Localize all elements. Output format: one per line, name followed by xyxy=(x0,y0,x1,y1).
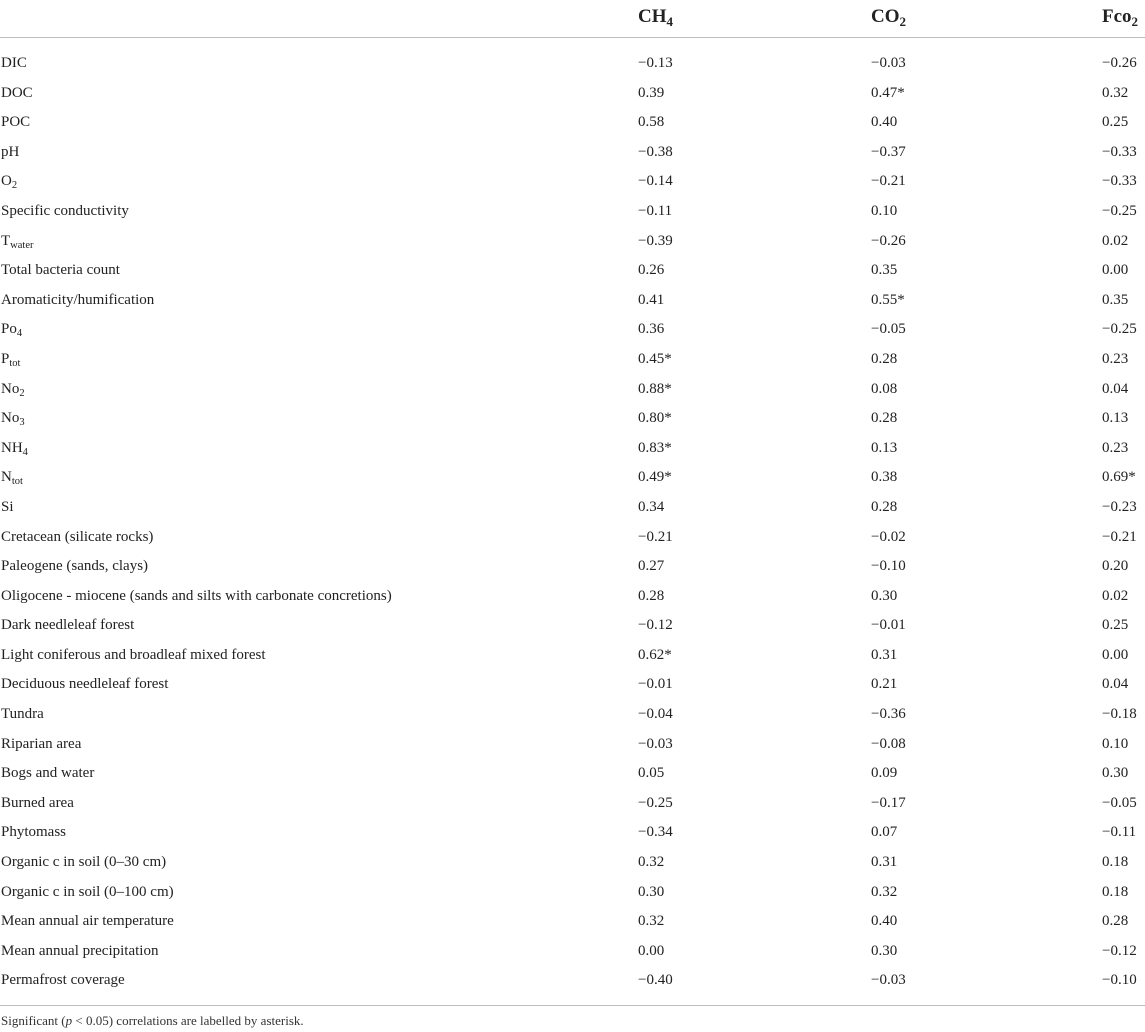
cell-co2: −0.21 xyxy=(871,173,906,190)
row-label: $P_{tot}$ xyxy=(1,350,21,369)
cell-ch4: 0.34 xyxy=(638,498,665,515)
cell-co2: 0.28 xyxy=(871,410,898,427)
cell-co2: 0.31 xyxy=(871,854,898,871)
cell-co2: 0.13 xyxy=(871,439,898,456)
cell-ch4: 0.39 xyxy=(638,84,665,101)
table-row xyxy=(0,937,1145,967)
table-row xyxy=(0,552,1145,582)
row-label: Aromaticity/humification xyxy=(1,291,155,308)
cell-ch4: 0.83* xyxy=(638,439,672,456)
cell-co2: 0.32 xyxy=(871,883,898,900)
cell-ch4: 0.88* xyxy=(638,380,672,397)
cell-co2: 0.30 xyxy=(871,942,898,959)
row-label: POC xyxy=(1,114,31,131)
cell-ch4: −0.12 xyxy=(638,617,673,634)
row-label: $O_2$ xyxy=(1,173,18,192)
row-label: $No_2$ xyxy=(1,380,25,399)
row-label: Permafrost coverage xyxy=(1,972,125,989)
row-label: Light coniferous and broadleaf mixed forest xyxy=(1,646,266,663)
row-label: $T_{water}$ xyxy=(1,232,34,251)
row-label: Mean annual air temperature xyxy=(1,913,174,930)
cell-ch4: 0.28 xyxy=(638,587,665,604)
row-label: Dark needleleaf forest xyxy=(1,617,135,634)
row-label: Deciduous needleleaf forest xyxy=(1,676,169,693)
cell-fco2: −0.33 xyxy=(1102,173,1137,190)
cell-ch4: 0.32 xyxy=(638,854,665,871)
cell-ch4: 0.26 xyxy=(638,262,665,279)
cell-ch4: 0.36 xyxy=(638,321,665,338)
table-row xyxy=(0,404,1145,434)
cell-co2: −0.01 xyxy=(871,617,906,634)
table-header xyxy=(0,0,1145,38)
cell-fco2: 0.00 xyxy=(1102,262,1129,279)
table-row xyxy=(0,789,1145,819)
cell-fco2: 0.25 xyxy=(1102,617,1129,634)
table-row xyxy=(0,434,1145,464)
cell-co2: −0.36 xyxy=(871,706,906,723)
cell-co2: 0.08 xyxy=(871,380,898,397)
table-row xyxy=(0,611,1145,641)
row-label: DIC xyxy=(1,55,27,71)
table-row xyxy=(0,700,1145,730)
cell-ch4: −0.21 xyxy=(638,528,673,545)
cell-ch4: 0.80* xyxy=(638,410,672,427)
row-label: $N_{tot}$ xyxy=(1,469,23,488)
row-label: Phytomass xyxy=(1,824,67,841)
row-label: Si xyxy=(1,498,14,515)
cell-ch4: 0.45* xyxy=(638,350,672,367)
cell-co2: 0.07 xyxy=(871,824,898,841)
table-row xyxy=(0,49,1145,79)
cell-fco2: 0.18 xyxy=(1102,883,1129,900)
cell-fco2: 0.00 xyxy=(1102,646,1129,663)
row-label: Total bacteria count xyxy=(1,262,120,279)
cell-fco2: 0.25 xyxy=(1102,114,1129,131)
table-row xyxy=(0,670,1145,700)
cell-ch4: 0.00 xyxy=(638,942,665,959)
table-row xyxy=(0,730,1145,760)
cell-fco2: −0.26 xyxy=(1102,55,1137,71)
cell-fco2: 0.02 xyxy=(1102,232,1129,249)
row-label: pH xyxy=(1,143,20,160)
table-row xyxy=(0,818,1145,848)
cell-fco2: −0.12 xyxy=(1102,942,1137,959)
row-label: Oligocene - miocene (sands and silts with carbonate concretions) xyxy=(1,587,392,604)
table-row xyxy=(0,315,1145,345)
cell-fco2: 0.30 xyxy=(1102,765,1129,782)
cell-ch4: −0.14 xyxy=(638,173,673,190)
cell-ch4: −0.13 xyxy=(638,55,673,71)
table-row xyxy=(0,138,1145,168)
cell-fco2: 0.32 xyxy=(1102,84,1129,101)
cell-fco2: 0.04 xyxy=(1102,380,1129,397)
row-label: Paleogene (sands, clays) xyxy=(1,558,149,575)
cell-fco2: −0.11 xyxy=(1102,824,1137,841)
table-row xyxy=(0,375,1145,405)
cell-ch4: 0.49* xyxy=(638,469,672,486)
row-label: $No_3$ xyxy=(1,410,25,429)
column-header-ch4: $CH_4$ xyxy=(638,6,673,29)
row-label: Mean annual precipitation xyxy=(1,942,159,959)
column-header-fco2: Fco$_2$ xyxy=(1102,6,1139,29)
row-label: Organic c in soil (0–30 cm) xyxy=(1,854,167,871)
cell-ch4: 0.05 xyxy=(638,765,665,782)
cell-fco2: 0.28 xyxy=(1102,913,1129,930)
cell-fco2: 0.18 xyxy=(1102,854,1129,871)
cell-ch4: −0.11 xyxy=(638,202,673,219)
cell-fco2: −0.25 xyxy=(1102,321,1137,338)
table-row xyxy=(0,848,1145,878)
cell-fco2: 0.23 xyxy=(1102,439,1129,456)
table-row xyxy=(0,966,1145,996)
table-row xyxy=(0,256,1145,286)
table-row xyxy=(0,463,1145,493)
cell-fco2: 0.10 xyxy=(1102,735,1129,752)
cell-co2: 0.31 xyxy=(871,646,898,663)
cell-fco2: 0.23 xyxy=(1102,350,1129,367)
cell-fco2: −0.21 xyxy=(1102,528,1137,545)
table-row xyxy=(0,79,1145,109)
row-label: $Po_4$ xyxy=(1,321,23,340)
cell-ch4: −0.04 xyxy=(638,706,673,723)
table-row xyxy=(0,493,1145,523)
cell-co2: 0.09 xyxy=(871,765,898,782)
cell-fco2: −0.25 xyxy=(1102,202,1137,219)
cell-fco2: 0.35 xyxy=(1102,291,1129,308)
cell-ch4: 0.27 xyxy=(638,558,665,575)
cell-fco2: −0.23 xyxy=(1102,498,1137,515)
cell-co2: −0.03 xyxy=(871,55,906,71)
table-body xyxy=(0,38,1145,996)
cell-ch4: −0.34 xyxy=(638,824,673,841)
cell-ch4: −0.25 xyxy=(638,794,673,811)
cell-fco2: −0.33 xyxy=(1102,143,1137,160)
cell-ch4: −0.39 xyxy=(638,232,673,249)
cell-co2: −0.17 xyxy=(871,794,906,811)
cell-ch4: 0.41 xyxy=(638,291,665,308)
cell-co2: −0.26 xyxy=(871,232,906,249)
cell-fco2: 0.13 xyxy=(1102,410,1129,427)
cell-ch4: −0.38 xyxy=(638,143,673,160)
row-label: Cretacean (silicate rocks) xyxy=(1,528,154,545)
table-footnote: Significant (p < 0.05) correlations are labelled by asterisk. xyxy=(1,1013,304,1028)
cell-fco2: 0.02 xyxy=(1102,587,1129,604)
cell-co2: 0.55* xyxy=(871,291,905,308)
table-row xyxy=(0,286,1145,316)
cell-fco2: 0.69* xyxy=(1102,469,1136,486)
cell-fco2: −0.18 xyxy=(1102,706,1137,723)
row-label: Specific conductivity xyxy=(1,202,129,219)
row-label: Burned area xyxy=(1,794,74,811)
cell-ch4: −0.01 xyxy=(638,676,673,693)
cell-ch4: 0.32 xyxy=(638,913,665,930)
cell-co2: 0.38 xyxy=(871,469,898,486)
cell-fco2: −0.10 xyxy=(1102,972,1137,989)
table-row xyxy=(0,197,1145,227)
row-label: Organic c in soil (0–100 cm) xyxy=(1,883,174,900)
table-row xyxy=(0,582,1145,612)
table-row xyxy=(0,227,1145,257)
table-row xyxy=(0,345,1145,375)
table-row xyxy=(0,641,1145,671)
row-label: Bogs and water xyxy=(1,765,95,782)
cell-ch4: 0.58 xyxy=(638,114,665,131)
row-label: Tundra xyxy=(1,706,44,723)
cell-ch4: 0.62* xyxy=(638,646,672,663)
cell-co2: −0.05 xyxy=(871,321,906,338)
table-row xyxy=(0,907,1145,937)
cell-co2: 0.28 xyxy=(871,350,898,367)
table-row xyxy=(0,108,1145,138)
table-row xyxy=(0,167,1145,197)
cell-fco2: 0.20 xyxy=(1102,558,1129,575)
cell-co2: −0.03 xyxy=(871,972,906,989)
cell-co2: −0.10 xyxy=(871,558,906,575)
cell-co2: 0.35 xyxy=(871,262,898,279)
cell-ch4: 0.30 xyxy=(638,883,665,900)
row-label: DOC xyxy=(1,84,33,101)
cell-co2: 0.10 xyxy=(871,202,898,219)
cell-ch4: −0.03 xyxy=(638,735,673,752)
table-row xyxy=(0,878,1145,908)
cell-fco2: −0.05 xyxy=(1102,794,1137,811)
cell-co2: 0.40 xyxy=(871,913,898,930)
row-label: Riparian area xyxy=(1,735,82,752)
cell-co2: −0.02 xyxy=(871,528,906,545)
table-bottom-rule xyxy=(0,1005,1145,1006)
cell-co2: 0.30 xyxy=(871,587,898,604)
table-row xyxy=(0,759,1145,789)
cell-co2: −0.08 xyxy=(871,735,906,752)
row-label: $NH_4$ xyxy=(1,439,28,458)
column-header-co2: $CO_2$ xyxy=(871,6,906,29)
cell-fco2: 0.04 xyxy=(1102,676,1129,693)
cell-co2: 0.40 xyxy=(871,114,898,131)
cell-ch4: −0.40 xyxy=(638,972,673,989)
cell-co2: 0.47* xyxy=(871,84,905,101)
table-row xyxy=(0,523,1145,553)
cell-co2: 0.21 xyxy=(871,676,898,693)
cell-co2: 0.28 xyxy=(871,498,898,515)
cell-co2: −0.37 xyxy=(871,143,906,160)
